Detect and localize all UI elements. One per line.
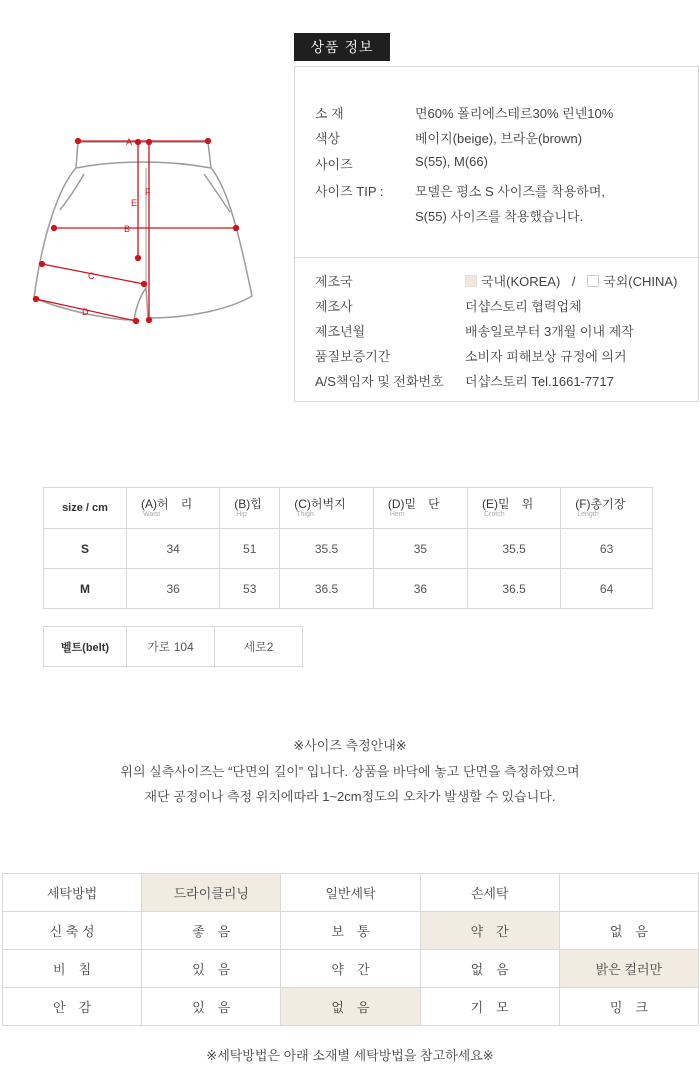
laundry-table (2, 873, 699, 1026)
label-d: D (82, 307, 89, 317)
korea-checkbox (465, 275, 477, 287)
belt-width: 가로 104 (127, 627, 215, 667)
table-cell: 64 (561, 569, 653, 609)
laundry-note: ※세탁방법은 아래 소재별 세탁방법을 참고하세요※ (206, 1048, 494, 1063)
table-cell: 약 간 (281, 950, 420, 988)
wash-method-label: 세탁방법 (3, 874, 142, 912)
table-cell: 약 간 (420, 912, 559, 950)
size-table (43, 487, 653, 609)
as-contact-label: A/S책임자 및 전화번호 (315, 374, 444, 389)
size-tip-label: 사이즈 TIP : (315, 184, 384, 199)
table-cell: 있 음 (142, 988, 281, 1026)
table-cell: 36.5 (280, 569, 374, 609)
manufacture-date-label: 제조년월 (315, 324, 366, 339)
warranty-value: 소비자 피해보상 규정에 의거 (465, 349, 627, 364)
header-hem: (D)밑 단 Hem (373, 488, 467, 529)
table-cell: 밍 크 (559, 988, 698, 1026)
warranty-label: 품질보증기간 (315, 349, 391, 364)
table-row (3, 988, 699, 1026)
header-crotch: (E)밑 위 Crotch (467, 488, 560, 529)
table-cell: 있 음 (142, 950, 281, 988)
label-c: C (88, 271, 95, 281)
stretch-label: 신 축 성 (3, 912, 142, 950)
table-cell: 35 (373, 529, 467, 569)
china-label: 국외(CHINA) (603, 274, 678, 289)
table-cell: 36 (373, 569, 467, 609)
shorts-measurement-diagram (28, 128, 258, 328)
size-tip-line2: S(55) 사이즈를 착용했습니다. (415, 209, 584, 224)
table-cell: 기 모 (420, 988, 559, 1026)
table-row (3, 912, 699, 950)
size-guide-title: ※사이즈 측정안내※ (293, 738, 407, 753)
header-thigh: (C)허벅지 Thigh (280, 488, 374, 529)
product-info-badge: 상품 정보 (294, 33, 390, 61)
color-label: 색상 (315, 131, 341, 146)
table-cell (559, 874, 698, 912)
table-cell: 일반세탁 (281, 874, 420, 912)
country-value (465, 271, 677, 290)
table-cell: 63 (561, 529, 653, 569)
belt-label: 벨트(belt) (44, 627, 127, 667)
see-through-label: 비 침 (3, 950, 142, 988)
lining-label: 안 감 (3, 988, 142, 1026)
table-row (3, 874, 699, 912)
label-b: B (124, 224, 131, 234)
manufacturer-label: 제조사 (315, 299, 353, 314)
table-row (44, 529, 653, 569)
product-info-box (294, 66, 699, 402)
table-cell: 51 (220, 529, 280, 569)
row-size-m: M (44, 569, 127, 609)
size-corner: size / cm (44, 488, 127, 529)
size-tip-line1: 모델은 평소 S 사이즈를 착용하며, (415, 184, 605, 199)
table-cell: 없 음 (559, 912, 698, 950)
belt-height: 세로2 (215, 627, 303, 667)
table-cell: 보 통 (281, 912, 420, 950)
table-cell: 좋 음 (142, 912, 281, 950)
table-cell: 없 음 (281, 988, 420, 1026)
shorts-outline (34, 142, 252, 320)
header-length: (F)총기장 Length (561, 488, 653, 529)
manufacture-date-value: 배송일로부터 3개월 이내 제작 (465, 324, 634, 339)
material-label: 소 재 (315, 106, 344, 121)
label-a: A (126, 137, 133, 147)
belt-table (43, 626, 303, 667)
table-cell: 36 (127, 569, 220, 609)
header-waist: (A)허 리 Waist (127, 488, 220, 529)
size-table-header (44, 488, 653, 529)
china-checkbox (587, 275, 599, 287)
table-cell: 밝은 컬러만 (559, 950, 698, 988)
table-cell: 손세탁 (420, 874, 559, 912)
table-cell: 35.5 (280, 529, 374, 569)
info-divider (295, 257, 698, 258)
label-f: F (145, 187, 151, 197)
korea-label: 국내(KOREA) (481, 274, 561, 289)
country-separator: / (571, 274, 576, 289)
as-contact-value: 더샵스토리 Tel.1661-7717 (465, 374, 614, 389)
table-row (44, 569, 653, 609)
table-cell: 드라이클리닝 (142, 874, 281, 912)
material-value: 면60% 폴리에스테르30% 린넨10% (415, 106, 614, 121)
table-cell: 35.5 (467, 529, 560, 569)
table-cell: 36.5 (467, 569, 560, 609)
color-value: 베이지(beige), 브라운(brown) (415, 131, 583, 146)
table-cell: 없 음 (420, 950, 559, 988)
table-cell: 34 (127, 529, 220, 569)
size-guide-line2: 재단 공정이나 측정 위치에따라 1~2cm정도의 오차가 발생할 수 있습니다. (144, 789, 556, 804)
size-label: 사이즈 (315, 157, 353, 172)
manufacturer-value: 더샵스토리 협력업체 (465, 299, 582, 314)
table-cell: 53 (220, 569, 280, 609)
header-hip: (B)힙 Hip (220, 488, 280, 529)
table-row (3, 950, 699, 988)
size-value: S(55), M(66) (415, 154, 488, 169)
table-row (44, 627, 303, 667)
label-e: E (131, 198, 138, 208)
size-guide-line1: 위의 실측사이즈는 “단면의 길이” 입니다. 상품을 바닥에 놓고 단면을 측정하였으며 (120, 764, 580, 779)
row-size-s: S (44, 529, 127, 569)
country-label: 제조국 (315, 274, 353, 289)
